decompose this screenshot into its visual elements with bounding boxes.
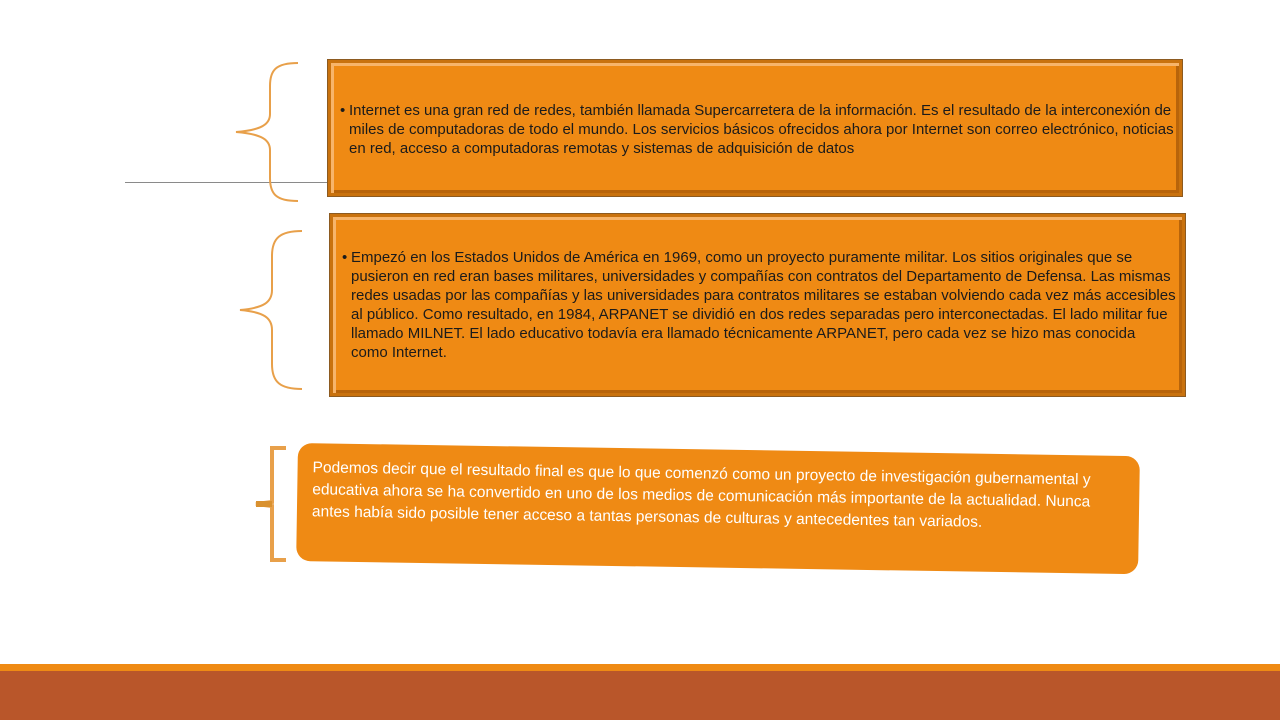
curly-brace-1 (232, 60, 302, 204)
bullet-point: • (342, 249, 348, 266)
box-text: Internet es una gran red de redes, también llamada Supercarretera de la información. Es el resultado de la interconexión de miles de computadoras de todo el mundo. Los servicios básicos ofrecidos ahora por Internet son correo electrónico, noticias en red, acceso a computadoras remotas y sistemas de adquisición de datos (349, 102, 1174, 157)
content-box-conclusion (296, 443, 1140, 574)
curly-brace-2 (236, 228, 306, 392)
square-bracket (252, 446, 292, 564)
footer-bar (0, 671, 1280, 720)
box-text: Podemos decir que el resultado final es que lo que comenzó como un proyecto de investigación gubernamental y educativa ahora se ha convertido en uno de los medios de comunicación más importante de la actualidad. Nunca antes había sido posible tener acceso a tantas personas de culturas y antecedentes tan variados. (311, 459, 1091, 531)
bullet-point: • (340, 102, 346, 119)
footer-accent-bar (0, 664, 1280, 671)
box-text: Empezó en los Estados Unidos de América en 1969, como un proyecto puramente militar. Los sitios originales que se pusieron en red eran bases militares, universidades y compañías con contratos del Departamento de Defensa. Las mismas redes usadas por las compañías y las universidades para contratos militares se estaban volviendo cada vez más accesibles al público. Como resultado, en 1984, ARPANET se dividió en dos redes separadas pero interconectadas. El lado militar fue llamado MILNET. El lado educativo todavía era llamado técnicamente ARPANET, pero cada vez se hizo mas conocida como Internet. (351, 249, 1176, 361)
content-box-internet-definition (328, 60, 1182, 196)
content-box-internet-history (330, 214, 1185, 396)
